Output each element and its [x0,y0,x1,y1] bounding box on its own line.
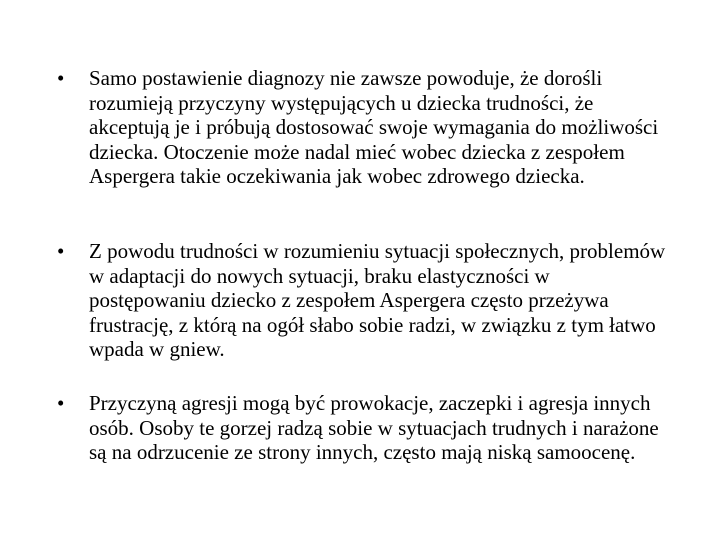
bullet-item-frustration [57,239,667,362]
bullet-text: Samo postawienie diagnozy nie zawsze powoduje, że dorośli rozumieją przyczyny występujących u dziecka trudności, że akceptują je i próbują dostosować swoje wymagania do możliwości dziecka. Otoczenie może nadal mieć wobec dziecka z zespołem Aspergera takie oczekiwania jak wobec zdrowego dziecka. [89,66,659,188]
bullet-text: Z powodu trudności w rozumieniu sytuacji społecznych, problemów w adaptacji do nowych sytuacji, braku elastyczności w postępowaniu dziecko z zespołem Aspergera często przeżywa frustrację, z którą na ogół słabo sobie radzi, w związku z tym łatwo wpada w gniew. [89,239,666,361]
bullet-item-aggression [57,391,667,465]
bullet-icon: • [57,239,65,263]
bullet-icon: • [57,66,65,90]
bullet-item-diagnosis [57,66,667,189]
bullet-icon: • [57,391,65,415]
bullet-text: Przyczyną agresji mogą być prowokacje, zaczepki i agresja innych osób. Osoby te gorzej radzą sobie w sytuacjach trudnych i narażone są na odrzucenie ze strony innych, często mają niską samoocenę. [89,391,659,464]
